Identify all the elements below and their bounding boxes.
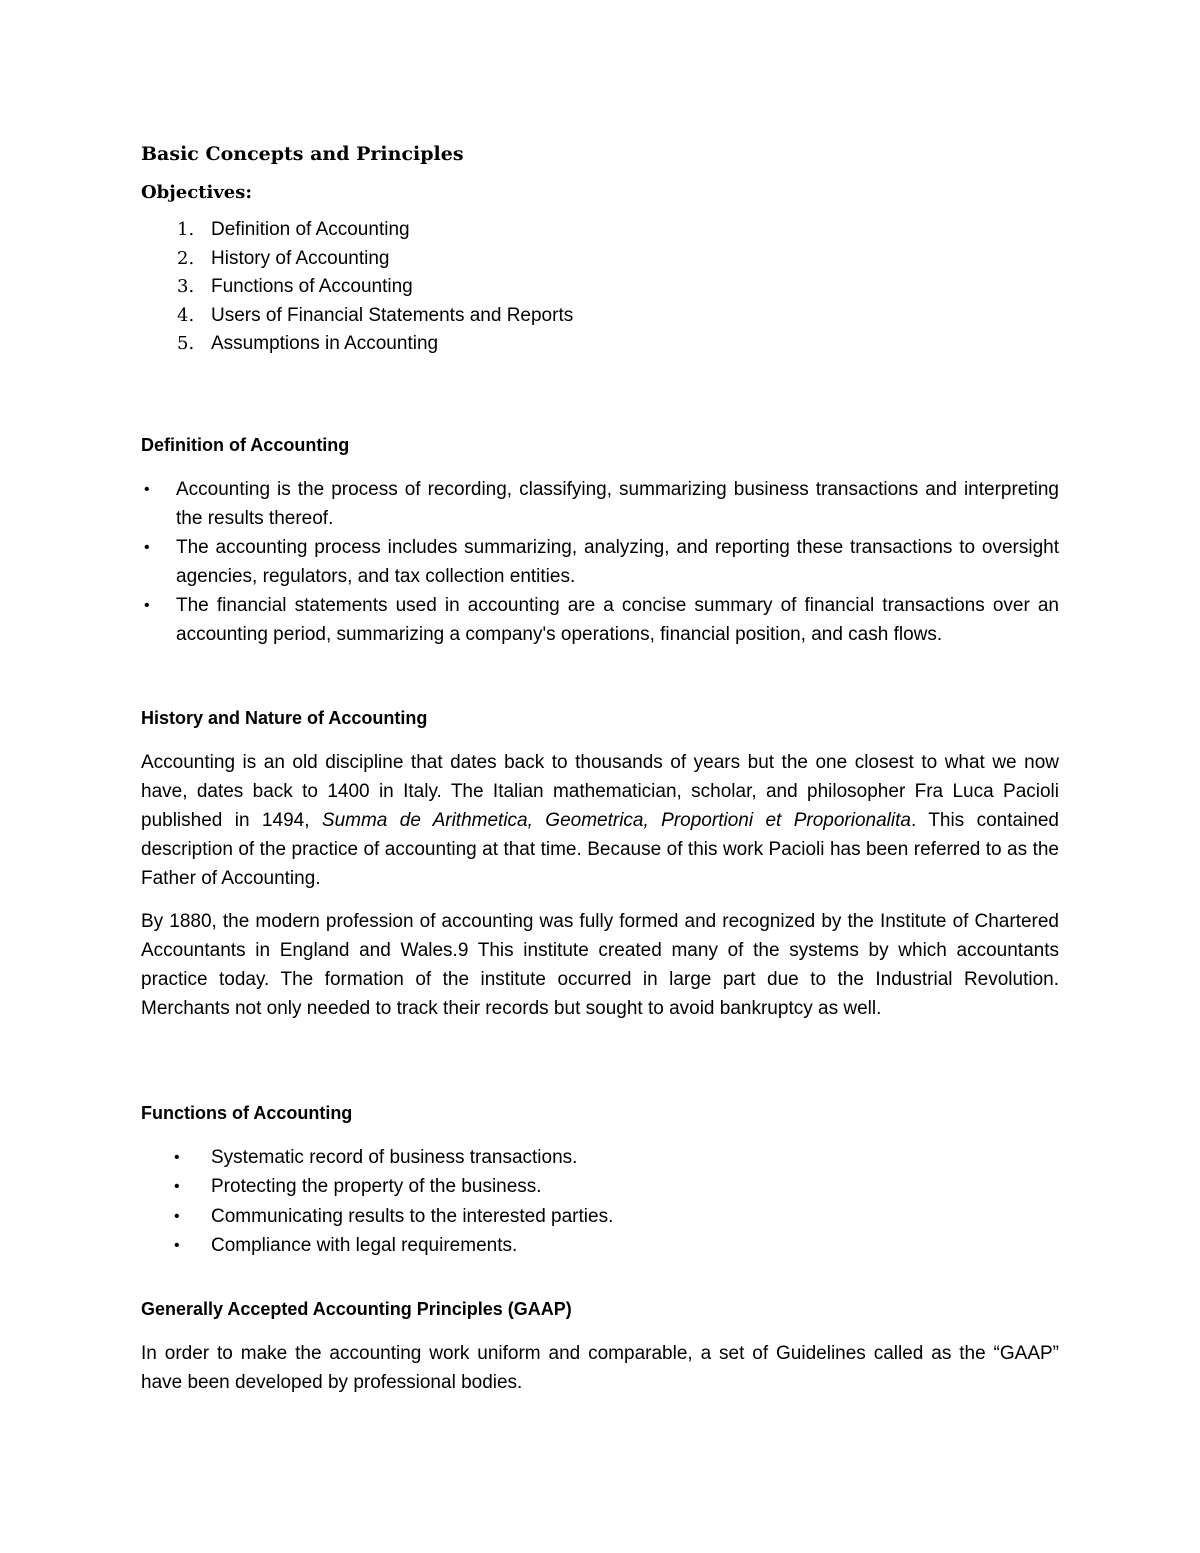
functions-bullet-text: Compliance with legal requirements. [211, 1235, 518, 1256]
history-text-after: . This contained description of the practice of accounting at that time. Because of this work Pacioli has been referred to as the Father of Accounting. [141, 809, 1059, 889]
definition-bullet-item [141, 591, 1059, 649]
functions-bullet-text: Protecting the property of the business. [211, 1176, 542, 1197]
functions-bullet-item [141, 1143, 1059, 1173]
objective-number: 4. [177, 304, 195, 326]
definition-bullet-item [141, 475, 1059, 533]
definition-heading: Definition of Accounting [141, 434, 350, 455]
bullet-icon: • [144, 480, 150, 498]
bullet-icon: • [144, 538, 150, 556]
objective-item [141, 216, 1059, 245]
functions-bullet-item [141, 1172, 1059, 1202]
objective-text: Users of Financial Statements and Reports [211, 304, 574, 326]
functions-heading: Functions of Accounting [141, 1102, 353, 1123]
objective-item [141, 302, 1059, 331]
section-spacer [141, 649, 1059, 704]
section-spacer [141, 1261, 1059, 1295]
functions-bullet-item [141, 1202, 1059, 1232]
objective-text: Assumptions in Accounting [211, 333, 439, 354]
definition-bullet-text: Accounting is the process of recording, classifying, summarizing business transactions and interpreting the results thereof. [176, 478, 1059, 529]
objective-number: 5. [177, 333, 195, 354]
gaap-heading: Generally Accepted Accounting Principles (GAAP) [141, 1298, 572, 1319]
history-paragraph-2: By 1880, the modern profession of accounting was fully formed and recognized by the Institute of Chartered Accountants in England and Wales.9 This institute created many of the systems by which accountants practice today. The formation of the institute occurred in large part due to the Industrial Revolution. Merchants not only needed to track their records but sought to avoid bankruptcy as well. [141, 910, 1059, 1019]
bullet-icon: • [144, 596, 150, 614]
objective-text: Definition of Accounting [211, 219, 410, 240]
objective-number: 3. [177, 276, 195, 297]
document-title: Basic Concepts and Principles [141, 143, 464, 165]
objectives-list [141, 216, 1059, 359]
objective-number: 1. [177, 219, 195, 240]
history-heading: History and Nature of Accounting [141, 707, 428, 728]
bullet-icon: • [174, 1148, 180, 1166]
history-paragraph-1 [141, 748, 1059, 893]
objective-item [141, 330, 1059, 359]
gaap-paragraph: In order to make the accounting work uniform and comparable, a set of Guidelines called as the “GAAP” have been developed by professional bodies. [141, 1342, 1059, 1393]
objective-text: History of Accounting [211, 247, 390, 269]
functions-bullet-text: Systematic record of business transactions. [211, 1146, 578, 1168]
objective-number: 2. [177, 247, 195, 269]
document-body [141, 136, 1059, 1411]
definition-bullet-text: The accounting process includes summarizing, analyzing, and reporting these transactions to oversight agencies, regulators, and tax collection entities. [176, 536, 1059, 587]
bullet-icon: • [174, 1207, 180, 1225]
definition-bullet-item [141, 533, 1059, 591]
history-text-before: Accounting is an old discipline that dates back to thousands of years but the one closest to what we now have, dates back to 1400 in Italy. The Italian mathematician, scholar, and philosopher Fra Luca Pacioli published in 1494, [141, 751, 1059, 831]
bullet-icon: • [174, 1178, 180, 1195]
book-title: Summa de Arithmetica, Geometrica, Proportioni et Proporionalita [321, 809, 911, 831]
objective-text: Functions of Accounting [211, 276, 413, 297]
functions-bullet-text: Communicating results to the interested parties. [211, 1205, 614, 1227]
functions-bullet-list [141, 1143, 1059, 1261]
section-spacer [141, 1037, 1059, 1099]
definition-bullet-text: The financial statements used in accounting are a concise summary of financial transactions over an accounting period, summarizing a company's operations, financial position, and cash flows. [176, 594, 1059, 645]
objectives-label: Objectives: [141, 182, 253, 203]
definition-bullet-list [141, 475, 1059, 649]
bullet-icon: • [174, 1237, 180, 1254]
functions-bullet-item [141, 1231, 1059, 1261]
objective-item [141, 273, 1059, 302]
objective-item [141, 245, 1059, 274]
